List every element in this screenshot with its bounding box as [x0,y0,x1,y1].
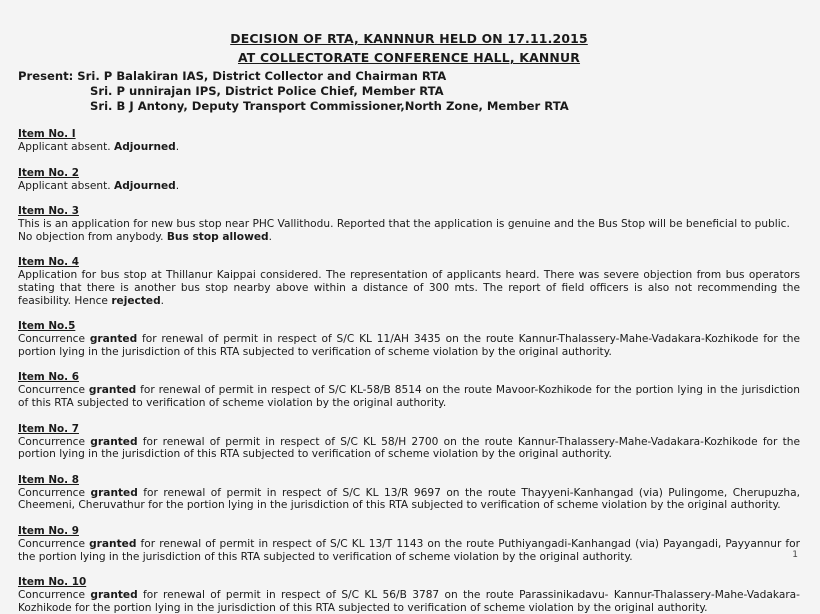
agenda-item-body [18,436,800,461]
agenda-item-body [18,180,800,193]
present-line-transport-commissioner: Sri. B J Antony, Deputy Transport Commissioner,North Zone, Member RTA [90,99,569,113]
agenda-item-body-pre: This is an application for new bus stop near PHC Vallithodu. Reported that the application is genuine and the Bus Stop will be beneficial to public. No objection from anybody. [18,218,790,243]
agenda-item-heading-row [18,570,800,589]
agenda-item-body-post: for renewal of permit in respect of S/C KL 56/B 3787 on the route Parassinikadavu- Kannur-Thalassery-Mahe-Vadakara-Kozhikode for the portion lying in the jurisdiction of this RTA subjected to verification of scheme violation by the original authority. [18,589,800,614]
agenda-item-heading-row [18,250,800,269]
agenda-item-heading-row [18,199,800,218]
agenda-item-decision: rejected [111,294,161,307]
agenda-item-decision: granted [90,589,138,602]
agenda-item-body-post: for renewal of permit in respect of S/C KL 58/H 2700 on the route Kannur-Thalassery-Mahe-Vadakara-Kozhikode for the portion lying in the jurisdiction of this RTA subjected to verification of scheme violation by the original authority. [18,435,800,461]
agenda-item [18,570,800,614]
subtitle-line [18,47,800,66]
agenda-item-body [18,141,800,154]
agenda-item-body-pre: Concurrence [18,589,91,602]
agenda-item-heading: Item No.5 [18,320,76,333]
document-subtitle: AT COLLECTORATE CONFERENCE HALL, KANNUR [237,50,581,65]
agenda-item-body [18,333,800,358]
agenda-item-decision: granted [89,537,137,550]
present-block [18,69,800,114]
agenda-item-body-post: . [268,230,273,243]
agenda-item-body [18,589,800,614]
agenda-item-heading: Item No. 2 [18,166,79,179]
agenda-item-heading: Item No. 7 [18,422,79,435]
present-line-chairman: Present: Sri. P Balakiran IAS, District Collector and Chairman RTA [18,69,447,83]
agenda-item-body-post: . [160,294,165,307]
agenda-item-body-post: . [175,141,180,153]
agenda-item [18,199,800,243]
agenda-item [18,161,800,193]
agenda-item-heading: Item No. 4 [18,256,79,269]
agenda-item [18,314,800,358]
agenda-item-heading-row [18,468,800,487]
agenda-item-body-pre: Concurrence [18,537,90,550]
agenda-items-list [18,122,800,614]
agenda-item-heading-row [18,519,800,538]
page-number: 1 [792,550,798,560]
agenda-item-heading-row [18,161,800,180]
title-line [18,28,800,47]
agenda-item-body-pre: Concurrence [18,333,90,346]
agenda-item-body-pre: Applicant absent. [18,141,114,153]
agenda-item-body [18,218,800,243]
agenda-item-decision: granted [90,435,138,448]
agenda-item-body [18,487,800,512]
document-header [18,28,800,66]
agenda-item-body-post: for renewal of permit in respect of S/C KL 13/T 1143 on the route Puthiyangadi-Kanhangad (via) Payangadi, Payyannur for the portion lying in the jurisdiction of this RTA subjected to verification of scheme violation by the original authority. [18,537,800,563]
agenda-item-heading-row [18,122,800,141]
agenda-item-body-pre: Concurrence [18,486,91,499]
present-line-police-chief: Sri. P unnirajan IPS, District Police Chief, Member RTA [90,84,444,98]
agenda-item-heading: Item No. 3 [18,205,79,218]
agenda-item-body [18,269,800,307]
agenda-item [18,365,800,409]
agenda-item-body-post: for renewal of permit in respect of S/C KL 11/AH 3435 on the route Kannur-Thalassery-Mahe-Vadakara-Kozhikode for the portion lying in the jurisdiction of this RTA subjected to verification of scheme violation by the original authority. [18,333,800,358]
agenda-item-heading-row [18,314,800,333]
agenda-item-heading: Item No. 8 [18,473,79,486]
document-title: DECISION OF RTA, KANNNUR HELD ON 17.11.2015 [230,31,588,46]
agenda-item-decision: granted [88,384,137,397]
agenda-item-decision: granted [90,486,138,499]
agenda-item [18,417,800,461]
agenda-item-body-pre: Application for bus stop at Thillanur Kaippai considered. The representation of applicants heard. There was severe objection from bus operators stating that there is another bus stop nearby above within a distance of 300 mts. The report of field officers is also not recommending the feasibility. Hence [18,269,800,307]
agenda-item-body-post: for renewal of permit in respect of S/C KL 13/R 9697 on the route Thayyeni-Kanhangad (via) Pulingome, Cherupuzha, Cheemeni, Cheruvathur for the portion lying in the jurisdiction of this RTA subjected to verification of scheme violation by the original authority. [18,486,800,512]
agenda-item [18,468,800,512]
agenda-item-heading: Item No. 9 [18,524,79,537]
agenda-item-body [18,384,800,409]
agenda-item-heading: Item No. 6 [18,371,79,384]
agenda-item-body [18,538,800,563]
agenda-item-heading: Item No. I [18,128,76,140]
agenda-item-body-pre: Concurrence [18,435,91,448]
agenda-item-heading: Item No. 10 [18,576,87,589]
agenda-item [18,122,800,154]
agenda-item-body-pre: Applicant absent. [18,179,114,192]
agenda-item-body-pre: Concurrence [18,384,89,397]
agenda-item-heading-row [18,417,800,436]
agenda-item-decision: Adjourned [114,179,176,192]
agenda-item [18,519,800,563]
agenda-item-body-post: for renewal of permit in respect of S/C KL-58/B 8514 on the route Mavoor-Kozhikode for the portion lying in the jurisdiction of this RTA subjected to verification of scheme violation by the original authority. [18,384,800,409]
agenda-item-decision: Bus stop allowed [166,230,269,243]
agenda-item-body-post: . [175,179,180,192]
agenda-item-decision: granted [89,333,138,346]
agenda-item [18,250,800,307]
agenda-item-heading-row [18,365,800,384]
agenda-item-decision: Adjourned [114,141,176,153]
